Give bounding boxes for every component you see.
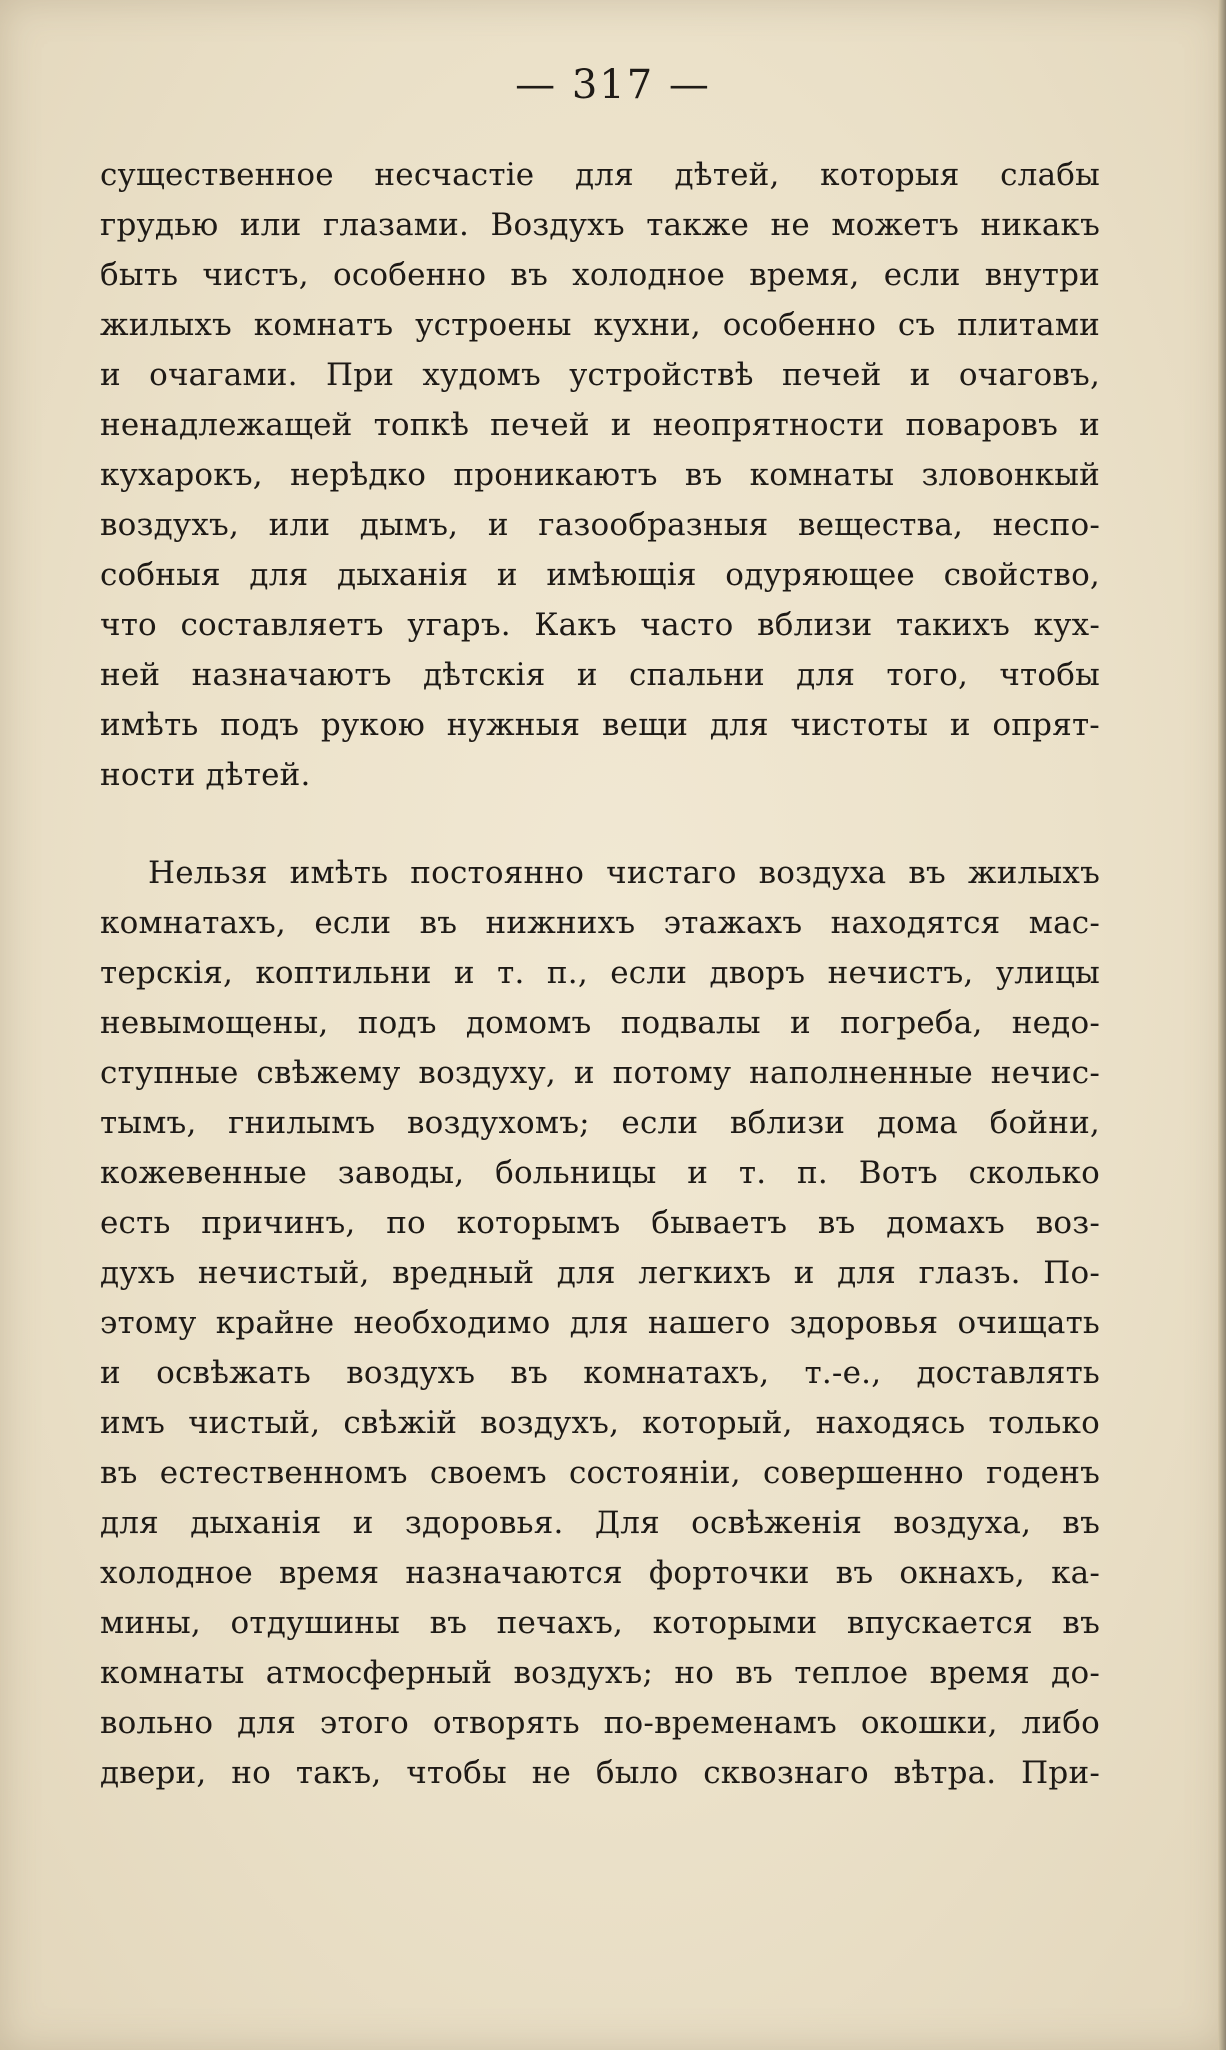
text-line: и освѣжать воздухъ въ комнатахъ, т.-е., доставлять (100, 1355, 1100, 1391)
text-line: мины, отдушины въ печахъ, которыми впускается въ (100, 1605, 1100, 1641)
paragraph-1 (100, 150, 1100, 800)
text-line: имъ чистый, свѣжій воздухъ, который, находясь только (100, 1405, 1100, 1441)
text-line: ненадлежащей топкѣ печей и неопрятности поваровъ и (100, 407, 1100, 443)
text-line: въ естественномъ своемъ состояніи, совершенно годенъ (100, 1455, 1100, 1491)
page-number: — 317 — (515, 62, 711, 108)
text-line: тымъ, гнилымъ воздухомъ; если вблизи дома бойни, (100, 1105, 1100, 1141)
text-line: для дыханія и здоровья. Для освѣженія воздуха, въ (100, 1505, 1100, 1541)
text-line: грудью или глазами. Воздухъ также не можетъ никакъ (100, 207, 1100, 243)
text-line: невымощены, подъ домомъ подвалы и погреба, недо- (100, 1005, 1100, 1041)
text-line: терскія, коптильни и т. п., если дворъ нечистъ, улицы (100, 955, 1100, 991)
text-line: холодное время назначаются форточки въ окнахъ, ка- (100, 1555, 1100, 1591)
text-line: и очагами. При худомъ устройствѣ печей и очаговъ, (100, 357, 1100, 393)
text-line: ней назначаютъ дѣтскія и спальни для того, чтобы (100, 657, 1100, 693)
text-line: быть чистъ, особенно въ холодное время, если внутри (100, 257, 1100, 293)
paragraph-2 (100, 848, 1100, 1798)
text-line: кожевенные заводы, больницы и т. п. Вотъ сколько (100, 1155, 1100, 1191)
text-line: комнатахъ, если въ нижнихъ этажахъ находятся мас- (100, 905, 1100, 941)
body-text (100, 150, 1100, 1798)
text-line: имѣть подъ рукою нужныя вещи для чистоты и опрят- (100, 707, 1100, 743)
text-line: ности дѣтей. (100, 757, 311, 793)
text-line: этому крайне необходимо для нашего здоровья очищать (100, 1305, 1100, 1341)
text-line: двери, но такъ, чтобы не было сквознаго вѣтра. При- (100, 1755, 1100, 1791)
text-line: что составляетъ угаръ. Какъ часто вблизи такихъ кух- (100, 607, 1100, 643)
text-line: жилыхъ комнатъ устроены кухни, особенно съ плитами (100, 307, 1100, 343)
text-line: кухарокъ, нерѣдко проникаютъ въ комнаты зловонкый (100, 457, 1100, 493)
text-line: Нельзя имѣть постоянно чистаго воздуха въ жилыхъ (148, 855, 1100, 891)
text-line: есть причинъ, по которымъ бываетъ въ домахъ воз- (100, 1205, 1100, 1241)
text-line: вольно для этого отворять по-временамъ окошки, либо (100, 1705, 1100, 1741)
text-line: собныя для дыханія и имѣющія одуряющее свойство, (100, 557, 1100, 593)
text-line: существенное несчастіе для дѣтей, которыя слабы (100, 157, 1100, 193)
text-line: комнаты атмосферный воздухъ; но въ теплое время до- (100, 1655, 1100, 1691)
text-line: духъ нечистый, вредный для легкихъ и для глазъ. По- (100, 1255, 1100, 1291)
paragraph-gap (100, 800, 1100, 848)
text-line: ступные свѣжему воздуху, и потому наполненные нечис- (100, 1055, 1100, 1091)
text-line: воздухъ, или дымъ, и газообразныя вещества, неспо- (100, 507, 1100, 543)
page-edge (1218, 0, 1226, 2050)
